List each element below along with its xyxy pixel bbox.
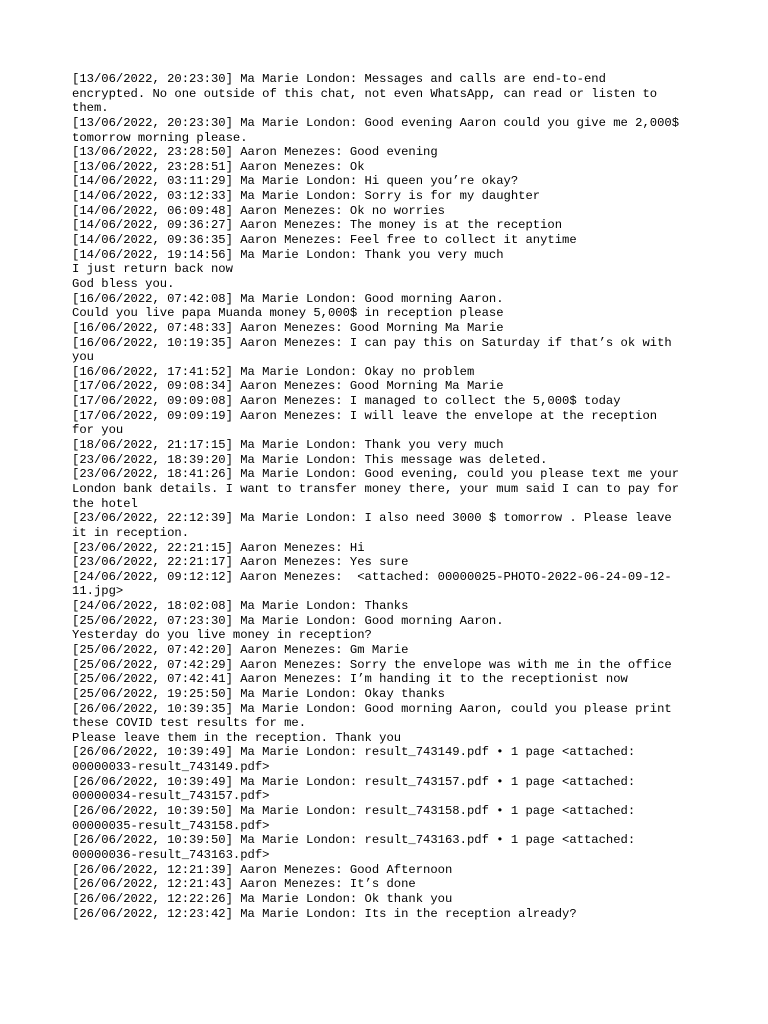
transcript-line: [23/06/2022, 22:12:39] Ma Marie London: I also need 3000 $ tomorrow . Please leave <box>72 511 672 526</box>
transcript-line: [24/06/2022, 09:12:12] Aaron Menezes: <attached: 00000025-PHOTO-2022-06-24-09-12- <box>72 569 672 584</box>
transcript-line: [16/06/2022, 10:19:35] Aaron Menezes: I can pay this on Saturday if that’s ok with <box>72 335 672 350</box>
transcript-line: [23/06/2022, 18:39:20] Ma Marie London: This message was deleted. <box>72 452 548 467</box>
transcript-line: [26/06/2022, 10:39:35] Ma Marie London: Good morning Aaron, could you please print <box>72 701 672 716</box>
transcript-line: [14/06/2022, 09:36:35] Aaron Menezes: Feel free to collect it anytime <box>72 233 577 248</box>
transcript-line: [26/06/2022, 10:39:50] Ma Marie London: result_743158.pdf • 1 page <attached: <box>72 804 636 819</box>
transcript-line: Please leave them in the reception. Thank you <box>72 730 402 745</box>
transcript-line: [14/06/2022, 19:14:56] Ma Marie London: Thank you very much <box>72 247 504 262</box>
transcript-line: tomorrow morning please. <box>72 130 248 145</box>
transcript-line: [23/06/2022, 22:21:15] Aaron Menezes: Hi <box>72 540 365 555</box>
transcript-line: [23/06/2022, 22:21:17] Aaron Menezes: Yes sure <box>72 555 409 570</box>
transcript-line: [14/06/2022, 03:12:33] Ma Marie London: Sorry is for my daughter <box>72 189 541 204</box>
transcript-line: [16/06/2022, 07:42:08] Ma Marie London: Good morning Aaron. <box>72 291 504 306</box>
transcript-line: London bank details. I want to transfer money there, your mum said I can to pay for <box>72 481 680 496</box>
transcript-line: 11.jpg> <box>72 584 124 599</box>
transcript-line: [13/06/2022, 23:28:51] Aaron Menezes: Ok <box>72 159 365 174</box>
transcript-line: [14/06/2022, 03:11:29] Ma Marie London: Hi queen you’re okay? <box>72 174 519 189</box>
transcript-line: I just return back now <box>72 262 233 277</box>
transcript-line: these COVID test results for me. <box>72 716 307 731</box>
transcript-line: 00000035-result_743158.pdf> <box>72 818 270 833</box>
transcript-line: them. <box>72 101 109 116</box>
transcript-line: [26/06/2022, 12:22:26] Ma Marie London: Ok thank you <box>72 891 453 906</box>
transcript-line: [16/06/2022, 07:48:33] Aaron Menezes: Good Morning Ma Marie <box>72 320 504 335</box>
transcript-line: Yesterday do you live money in reception? <box>72 628 372 643</box>
transcript-line: [16/06/2022, 17:41:52] Ma Marie London: Okay no problem <box>72 364 475 379</box>
transcript-line: Could you live papa Muanda money 5,000$ in reception please <box>72 306 504 321</box>
transcript-line: [26/06/2022, 10:39:49] Ma Marie London: result_743157.pdf • 1 page <attached: <box>72 774 636 789</box>
transcript-line: [24/06/2022, 18:02:08] Ma Marie London: Thanks <box>72 599 409 614</box>
transcript-line: encrypted. No one outside of this chat, not even WhatsApp, can read or listen to <box>72 86 658 101</box>
transcript-line: [14/06/2022, 06:09:48] Aaron Menezes: Ok no worries <box>72 203 445 218</box>
transcript-line: [26/06/2022, 12:21:39] Aaron Menezes: Good Afternoon <box>72 862 453 877</box>
transcript-line: [25/06/2022, 19:25:50] Ma Marie London: Okay thanks <box>72 686 445 701</box>
transcript-line: [13/06/2022, 23:28:50] Aaron Menezes: Good evening <box>72 145 438 160</box>
transcript-line: [26/06/2022, 10:39:50] Ma Marie London: result_743163.pdf • 1 page <attached: <box>72 833 636 848</box>
transcript-line: you <box>72 350 94 365</box>
transcript-line: [17/06/2022, 09:09:08] Aaron Menezes: I managed to collect the 5,000$ today <box>72 394 621 409</box>
transcript-line: [25/06/2022, 07:23:30] Ma Marie London: Good morning Aaron. <box>72 613 504 628</box>
transcript-line: [13/06/2022, 20:23:30] Ma Marie London: Messages and calls are end-to-end <box>72 72 606 86</box>
transcript-line: [23/06/2022, 18:41:26] Ma Marie London: Good evening, could you please text me your <box>72 467 680 482</box>
transcript-line: for you <box>72 423 124 438</box>
transcript-line: [14/06/2022, 09:36:27] Aaron Menezes: The money is at the reception <box>72 218 563 233</box>
transcript-line: [25/06/2022, 07:42:20] Aaron Menezes: Gm Marie <box>72 642 409 657</box>
transcript-line: [26/06/2022, 10:39:49] Ma Marie London: result_743149.pdf • 1 page <attached: <box>72 745 636 760</box>
transcript-line: [25/06/2022, 07:42:41] Aaron Menezes: I’m handing it to the receptionist now <box>72 672 628 687</box>
transcript-line: [26/06/2022, 12:21:43] Aaron Menezes: It’s done <box>72 877 416 892</box>
transcript-line: it in reception. <box>72 525 190 540</box>
transcript-line: [17/06/2022, 09:08:34] Aaron Menezes: Good Morning Ma Marie <box>72 379 504 394</box>
chat-transcript-page <box>72 72 712 921</box>
transcript-line: [18/06/2022, 21:17:15] Ma Marie London: Thank you very much <box>72 438 504 453</box>
transcript-line: 00000034-result_743157.pdf> <box>72 789 270 804</box>
transcript-line: [25/06/2022, 07:42:29] Aaron Menezes: Sorry the envelope was with me in the office <box>72 657 672 672</box>
transcript-line: 00000033-result_743149.pdf> <box>72 760 270 775</box>
transcript-line: 00000036-result_743163.pdf> <box>72 847 270 862</box>
transcript-line: [26/06/2022, 12:23:42] Ma Marie London: Its in the reception already? <box>72 906 577 921</box>
transcript-line: the hotel <box>72 496 138 511</box>
transcript-line: [17/06/2022, 09:09:19] Aaron Menezes: I will leave the envelope at the reception <box>72 408 658 423</box>
transcript-line: God bless you. <box>72 276 175 291</box>
transcript-line: [13/06/2022, 20:23:30] Ma Marie London: Good evening Aaron could you give me 2,000$ <box>72 115 680 130</box>
